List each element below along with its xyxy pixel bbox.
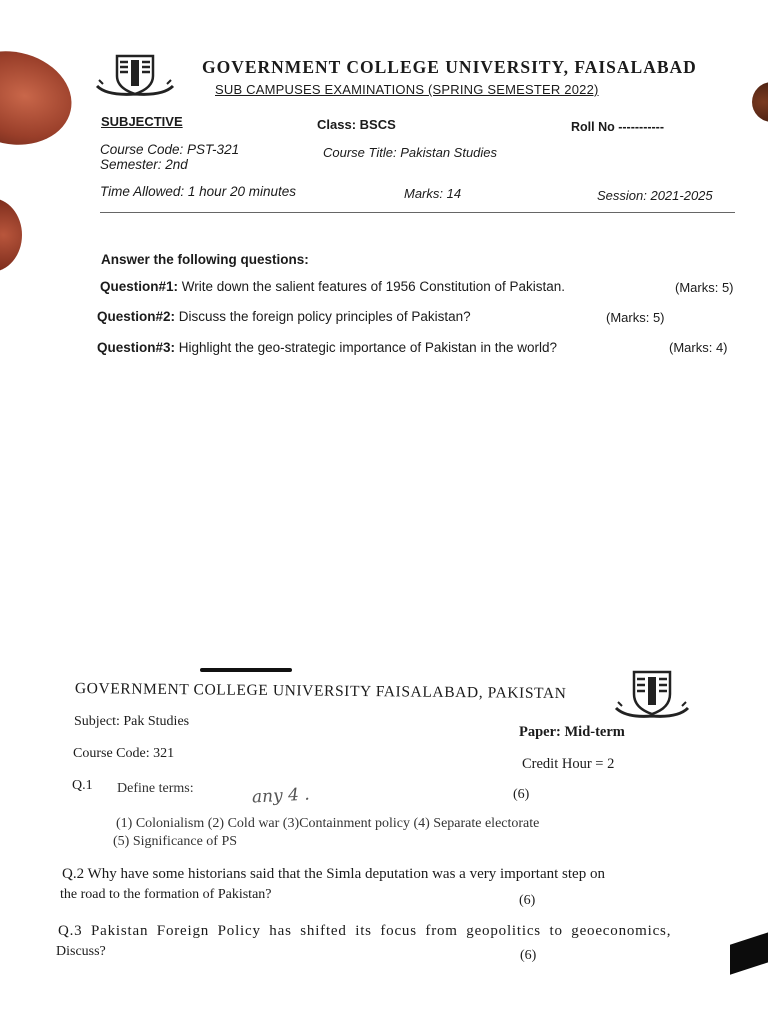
session: Session: 2021-2025 — [597, 188, 713, 203]
q3-line-1: Q.3 Pakistan Foreign Policy has shifted its focus from geopolitics to geoeconomics, — [58, 923, 672, 939]
question-2-label: Question#2: — [97, 309, 176, 324]
semester: Semester: 2nd — [100, 157, 188, 172]
q1-text: Define terms: — [117, 781, 194, 796]
question-1-marks: (Marks: 5) — [675, 280, 734, 295]
question-1-label: Question#1: — [100, 279, 179, 294]
q1-label: Q.1 — [72, 778, 93, 793]
total-marks: Marks: 14 — [404, 186, 462, 201]
paper-kind: Paper: Mid-term — [519, 724, 625, 740]
q2-marks: (6) — [519, 893, 536, 908]
course-title: Course Title: Pakistan Studies — [323, 145, 498, 160]
q1-terms-line-2: (5) Significance of PS — [113, 834, 238, 849]
finger-top-left — [0, 41, 80, 156]
q3-line-2: Discuss? — [56, 944, 106, 959]
exam-subtitle: SUB CAMPUSES EXAMINATIONS (SPRING SEMESTER 2022) — [215, 82, 599, 97]
top-edge-line — [200, 668, 292, 672]
roll-no-field: Roll No ----------- — [571, 120, 665, 134]
class-label: Class: BSCS — [317, 117, 396, 132]
question-3-label: Question#3: — [97, 340, 176, 355]
q3-marks: (6) — [520, 948, 537, 963]
credit-hour: Credit Hour = 2 — [522, 756, 615, 772]
dark-edge-bottom-right — [730, 925, 768, 974]
university-title: GOVERNMENT COLLEGE UNIVERSITY, FAISALABAD — [202, 57, 697, 77]
time-allowed: Time Allowed: 1 hour 20 minutes — [100, 184, 296, 199]
university-title-2: GOVERNMENT COLLEGE UNIVERSITY FAISALABAD, PAKISTAN — [74, 680, 567, 703]
question-1 — [100, 279, 565, 294]
question-3-marks: (Marks: 4) — [669, 340, 728, 355]
q1-terms-line-1: (1) Colonialism (2) Cold war (3)Containment policy (4) Separate electorate — [116, 816, 540, 831]
question-1-text: Write down the salient features of 1956 Constitution of Pakistan. — [181, 279, 566, 294]
q2-line-2: the road to the formation of Pakistan? — [60, 887, 272, 902]
question-3-text: Highlight the geo-strategic importance of Pakistan in the world? — [178, 340, 557, 355]
header-divider — [100, 212, 735, 213]
question-2-text: Discuss the foreign policy principles of Pakistan? — [178, 309, 471, 324]
finger-right-edge — [752, 82, 768, 122]
course-code-2: Course Code: 321 — [73, 746, 175, 761]
course-code: Course Code: PST-321 — [100, 142, 240, 157]
instruction: Answer the following questions: — [101, 252, 309, 267]
question-2 — [97, 309, 471, 324]
university-crest-icon — [612, 668, 692, 722]
finger-mid-left — [0, 198, 22, 272]
handwritten-note: any 4 . — [251, 784, 311, 808]
question-2-marks: (Marks: 5) — [606, 310, 665, 325]
subject: Subject: Pak Studies — [74, 714, 190, 729]
q2-line-1: Q.2 Why have some historians said that the Simla deputation was a very important step on — [62, 866, 605, 882]
university-crest-icon — [93, 52, 177, 98]
question-3 — [97, 340, 557, 355]
paper-type: SUBJECTIVE — [101, 114, 183, 129]
q1-marks: (6) — [513, 787, 530, 802]
